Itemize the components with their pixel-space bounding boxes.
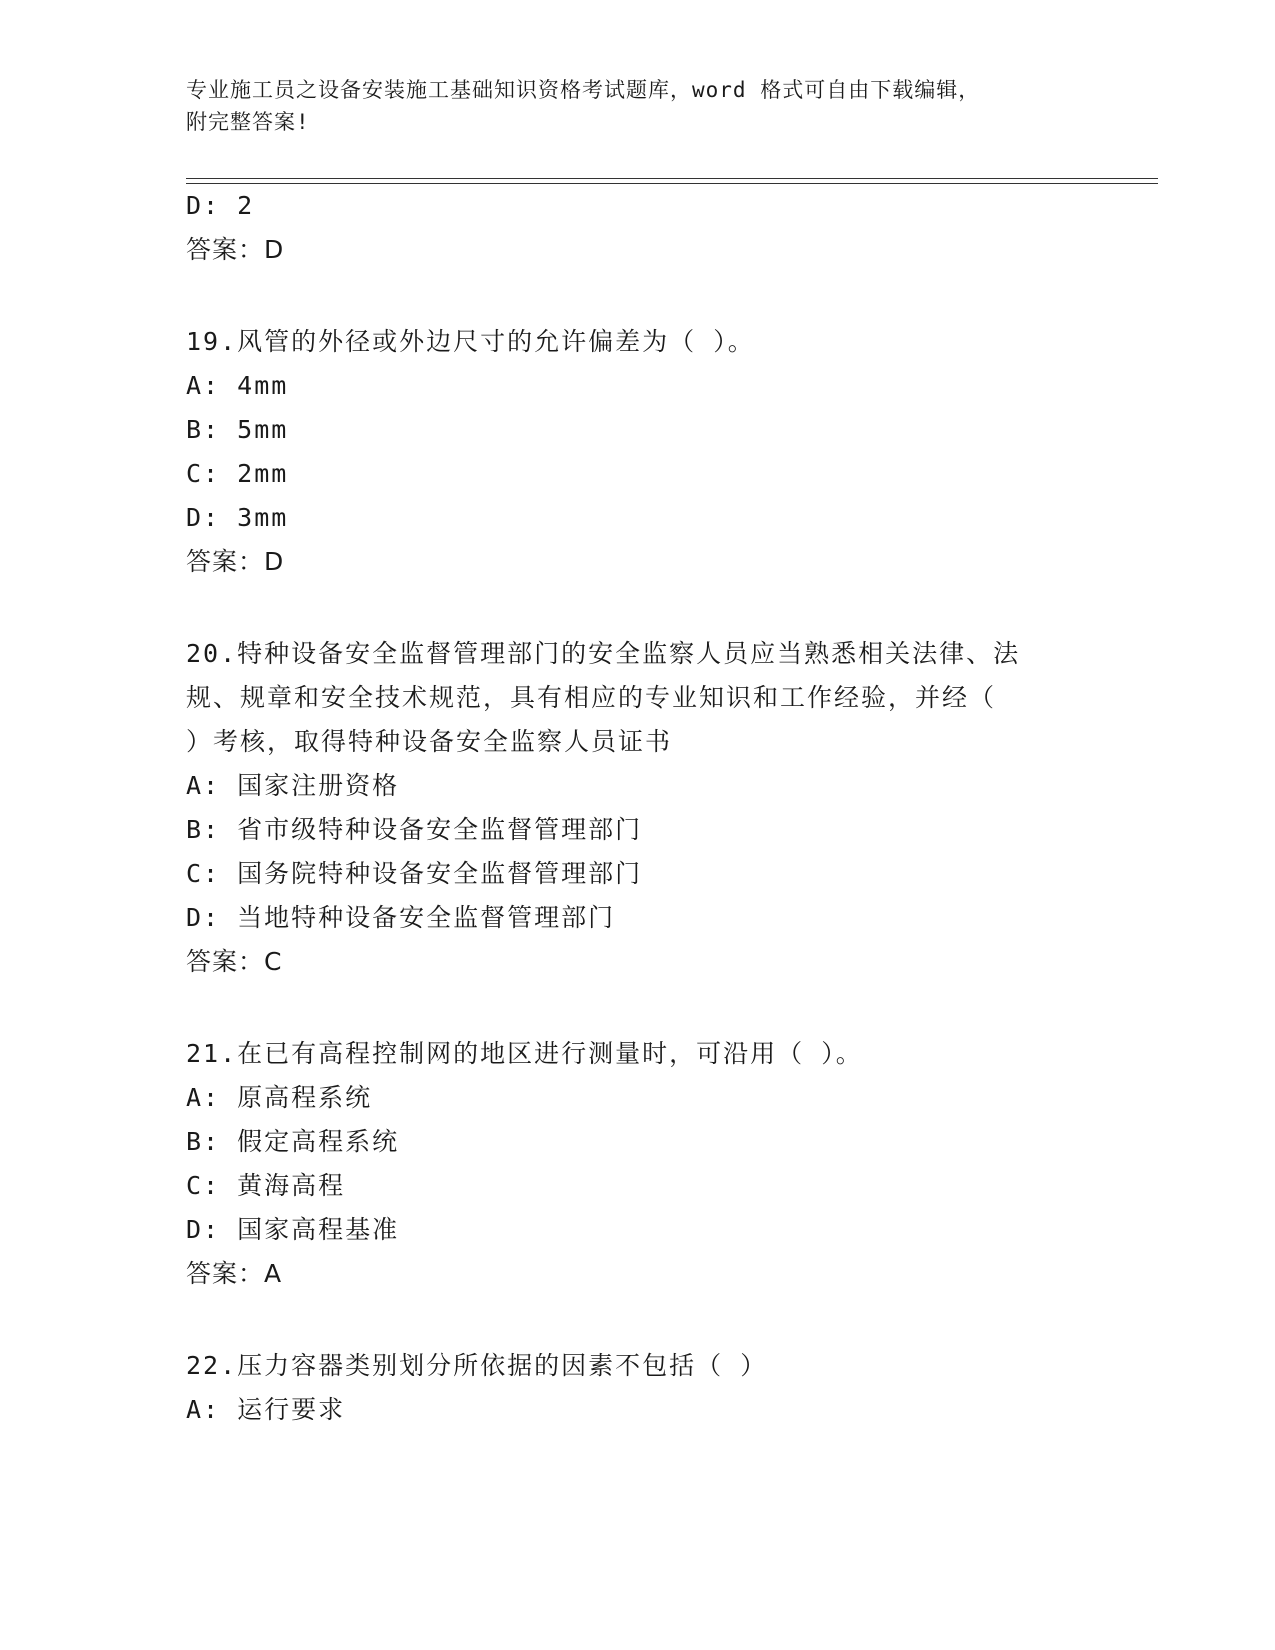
q19-option-d: D: 3mm [186, 503, 289, 532]
q22-option-a: A: 运行要求 [186, 1395, 346, 1424]
q20-answer: 答案：C [186, 947, 283, 976]
q21-option-c: C: 黄海高程 [186, 1171, 346, 1200]
header-divider-top [186, 178, 1158, 179]
header-line-2: 附完整答案! [186, 110, 310, 134]
q20-stem-line-2: 规、规章和安全技术规范，具有相应的专业知识和工作经验，并经（ [186, 683, 997, 712]
q21-option-b: B: 假定高程系统 [186, 1127, 400, 1156]
prev-option-d: D: 2 [186, 191, 255, 220]
document-header [186, 74, 1086, 138]
prev-answer: 答案：D [186, 235, 285, 264]
q20-stem-line-1: 20.特种设备安全监督管理部门的安全监察人员应当熟悉相关法律、法 [186, 639, 1021, 668]
q21-option-d: D: 国家高程基准 [186, 1215, 400, 1244]
q19-answer: 答案：D [186, 547, 285, 576]
q22-stem: 22.压力容器类别划分所依据的因素不包括（ ） [186, 1351, 768, 1380]
q20-option-d: D: 当地特种设备安全监督管理部门 [186, 903, 616, 932]
q19-option-b: B: 5mm [186, 415, 289, 444]
q21-stem: 21.在已有高程控制网的地区进行测量时，可沿用（ ）。 [186, 1039, 863, 1068]
q19-option-a: A: 4mm [186, 371, 289, 400]
header-divider-bottom [186, 183, 1158, 184]
q21-answer: 答案：A [186, 1259, 283, 1288]
q20-option-c: C: 国务院特种设备安全监督管理部门 [186, 859, 643, 888]
header-line-1: 专业施工员之设备安装施工基础知识资格考试题库，word 格式可自由下载编辑， [186, 78, 981, 102]
q20-option-b: B: 省市级特种设备安全监督管理部门 [186, 815, 643, 844]
q19-stem: 19.风管的外径或外边尺寸的允许偏差为（ ）。 [186, 327, 755, 356]
q20-stem-line-3: ）考核，取得特种设备安全监察人员证书 [186, 727, 673, 756]
q19-option-c: C: 2mm [186, 459, 289, 488]
q21-option-a: A: 原高程系统 [186, 1083, 373, 1112]
q20-option-a: A: 国家注册资格 [186, 771, 400, 800]
